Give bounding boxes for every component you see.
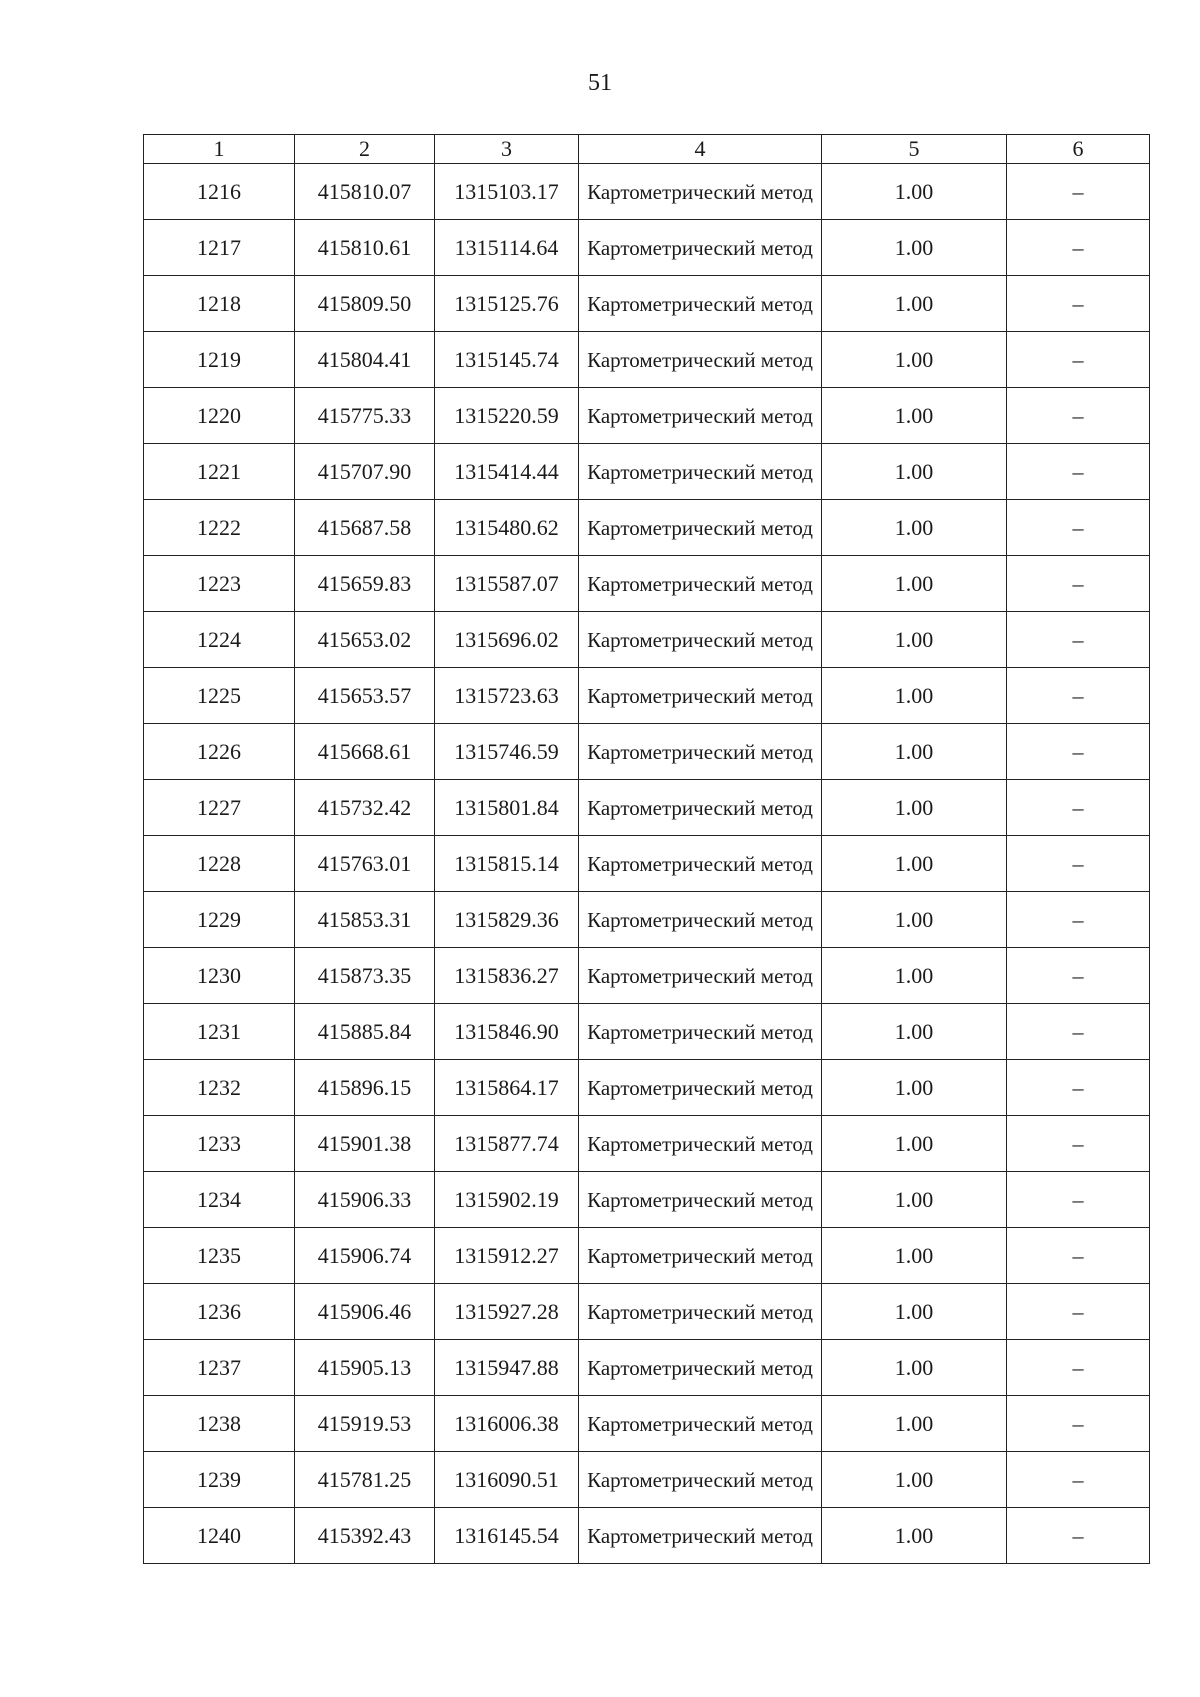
accuracy-cell: 1.00 bbox=[822, 444, 1007, 500]
x-coordinate-cell: 415885.84 bbox=[295, 1004, 435, 1060]
x-coordinate-cell: 415732.42 bbox=[295, 780, 435, 836]
point-number-cell: 1229 bbox=[144, 892, 295, 948]
table-row bbox=[144, 164, 1150, 220]
accuracy-cell: 1.00 bbox=[822, 836, 1007, 892]
x-coordinate-cell: 415775.33 bbox=[295, 388, 435, 444]
point-number-cell: 1232 bbox=[144, 1060, 295, 1116]
column-header-5: 5 bbox=[822, 135, 1007, 164]
y-coordinate-cell: 1315125.76 bbox=[435, 276, 579, 332]
table-row bbox=[144, 892, 1150, 948]
note-cell: – bbox=[1007, 724, 1150, 780]
x-coordinate-cell: 415687.58 bbox=[295, 500, 435, 556]
note-cell: – bbox=[1007, 1116, 1150, 1172]
accuracy-cell: 1.00 bbox=[822, 612, 1007, 668]
method-cell: Картометрический метод bbox=[579, 444, 822, 500]
point-number-cell: 1230 bbox=[144, 948, 295, 1004]
accuracy-cell: 1.00 bbox=[822, 388, 1007, 444]
accuracy-cell: 1.00 bbox=[822, 500, 1007, 556]
table-row bbox=[144, 220, 1150, 276]
x-coordinate-cell: 415668.61 bbox=[295, 724, 435, 780]
method-cell: Картометрический метод bbox=[579, 332, 822, 388]
accuracy-cell: 1.00 bbox=[822, 1452, 1007, 1508]
table-row bbox=[144, 724, 1150, 780]
table-row bbox=[144, 500, 1150, 556]
point-number-cell: 1231 bbox=[144, 1004, 295, 1060]
note-cell: – bbox=[1007, 388, 1150, 444]
page-number: 51 bbox=[588, 70, 612, 96]
point-number-cell: 1238 bbox=[144, 1396, 295, 1452]
y-coordinate-cell: 1315801.84 bbox=[435, 780, 579, 836]
y-coordinate-cell: 1315846.90 bbox=[435, 1004, 579, 1060]
y-coordinate-cell: 1315114.64 bbox=[435, 220, 579, 276]
x-coordinate-cell: 415707.90 bbox=[295, 444, 435, 500]
note-cell: – bbox=[1007, 332, 1150, 388]
table-row bbox=[144, 1452, 1150, 1508]
y-coordinate-cell: 1315696.02 bbox=[435, 612, 579, 668]
method-cell: Картометрический метод bbox=[579, 892, 822, 948]
note-cell: – bbox=[1007, 1060, 1150, 1116]
column-header-1: 1 bbox=[144, 135, 295, 164]
x-coordinate-cell: 415810.07 bbox=[295, 164, 435, 220]
x-coordinate-cell: 415873.35 bbox=[295, 948, 435, 1004]
point-number-cell: 1217 bbox=[144, 220, 295, 276]
column-header-6: 6 bbox=[1007, 135, 1150, 164]
note-cell: – bbox=[1007, 164, 1150, 220]
method-cell: Картометрический метод bbox=[579, 780, 822, 836]
table-row bbox=[144, 1060, 1150, 1116]
x-coordinate-cell: 415653.02 bbox=[295, 612, 435, 668]
method-cell: Картометрический метод bbox=[579, 500, 822, 556]
y-coordinate-cell: 1315947.88 bbox=[435, 1340, 579, 1396]
point-number-cell: 1216 bbox=[144, 164, 295, 220]
note-cell: – bbox=[1007, 668, 1150, 724]
method-cell: Картометрический метод bbox=[579, 1508, 822, 1564]
accuracy-cell: 1.00 bbox=[822, 724, 1007, 780]
y-coordinate-cell: 1315746.59 bbox=[435, 724, 579, 780]
method-cell: Картометрический метод bbox=[579, 836, 822, 892]
column-header-4: 4 bbox=[579, 135, 822, 164]
y-coordinate-cell: 1315912.27 bbox=[435, 1228, 579, 1284]
point-number-cell: 1221 bbox=[144, 444, 295, 500]
method-cell: Картометрический метод bbox=[579, 1228, 822, 1284]
x-coordinate-cell: 415659.83 bbox=[295, 556, 435, 612]
table-row bbox=[144, 1284, 1150, 1340]
point-number-cell: 1223 bbox=[144, 556, 295, 612]
note-cell: – bbox=[1007, 1340, 1150, 1396]
x-coordinate-cell: 415853.31 bbox=[295, 892, 435, 948]
point-number-cell: 1225 bbox=[144, 668, 295, 724]
table-row bbox=[144, 668, 1150, 724]
point-number-cell: 1219 bbox=[144, 332, 295, 388]
accuracy-cell: 1.00 bbox=[822, 164, 1007, 220]
y-coordinate-cell: 1316006.38 bbox=[435, 1396, 579, 1452]
method-cell: Картометрический метод bbox=[579, 220, 822, 276]
method-cell: Картометрический метод bbox=[579, 1004, 822, 1060]
method-cell: Картометрический метод bbox=[579, 668, 822, 724]
method-cell: Картометрический метод bbox=[579, 1116, 822, 1172]
table-row bbox=[144, 444, 1150, 500]
x-coordinate-cell: 415901.38 bbox=[295, 1116, 435, 1172]
table-row bbox=[144, 556, 1150, 612]
column-header-2: 2 bbox=[295, 135, 435, 164]
table-row bbox=[144, 388, 1150, 444]
table-row bbox=[144, 1172, 1150, 1228]
table-row bbox=[144, 836, 1150, 892]
note-cell: – bbox=[1007, 948, 1150, 1004]
accuracy-cell: 1.00 bbox=[822, 332, 1007, 388]
method-cell: Картометрический метод bbox=[579, 724, 822, 780]
note-cell: – bbox=[1007, 1004, 1150, 1060]
method-cell: Картометрический метод bbox=[579, 556, 822, 612]
y-coordinate-cell: 1315815.14 bbox=[435, 836, 579, 892]
method-cell: Картометрический метод bbox=[579, 1284, 822, 1340]
accuracy-cell: 1.00 bbox=[822, 1340, 1007, 1396]
table-row bbox=[144, 780, 1150, 836]
point-number-cell: 1239 bbox=[144, 1452, 295, 1508]
accuracy-cell: 1.00 bbox=[822, 892, 1007, 948]
point-number-cell: 1235 bbox=[144, 1228, 295, 1284]
note-cell: – bbox=[1007, 1508, 1150, 1564]
accuracy-cell: 1.00 bbox=[822, 668, 1007, 724]
point-number-cell: 1236 bbox=[144, 1284, 295, 1340]
note-cell: – bbox=[1007, 836, 1150, 892]
coordinates-table bbox=[143, 134, 1150, 1564]
x-coordinate-cell: 415763.01 bbox=[295, 836, 435, 892]
table-row bbox=[144, 1004, 1150, 1060]
note-cell: – bbox=[1007, 444, 1150, 500]
table-row bbox=[144, 1508, 1150, 1564]
y-coordinate-cell: 1316145.54 bbox=[435, 1508, 579, 1564]
x-coordinate-cell: 415810.61 bbox=[295, 220, 435, 276]
x-coordinate-cell: 415804.41 bbox=[295, 332, 435, 388]
y-coordinate-cell: 1316090.51 bbox=[435, 1452, 579, 1508]
y-coordinate-cell: 1315480.62 bbox=[435, 500, 579, 556]
accuracy-cell: 1.00 bbox=[822, 556, 1007, 612]
note-cell: – bbox=[1007, 612, 1150, 668]
point-number-cell: 1228 bbox=[144, 836, 295, 892]
point-number-cell: 1218 bbox=[144, 276, 295, 332]
accuracy-cell: 1.00 bbox=[822, 780, 1007, 836]
table-row bbox=[144, 332, 1150, 388]
method-cell: Картометрический метод bbox=[579, 388, 822, 444]
note-cell: – bbox=[1007, 500, 1150, 556]
table-header-row bbox=[144, 135, 1150, 164]
table-row bbox=[144, 1396, 1150, 1452]
x-coordinate-cell: 415905.13 bbox=[295, 1340, 435, 1396]
y-coordinate-cell: 1315927.28 bbox=[435, 1284, 579, 1340]
y-coordinate-cell: 1315145.74 bbox=[435, 332, 579, 388]
table-row bbox=[144, 276, 1150, 332]
note-cell: – bbox=[1007, 892, 1150, 948]
method-cell: Картометрический метод bbox=[579, 1452, 822, 1508]
x-coordinate-cell: 415392.43 bbox=[295, 1508, 435, 1564]
note-cell: – bbox=[1007, 1172, 1150, 1228]
point-number-cell: 1222 bbox=[144, 500, 295, 556]
y-coordinate-cell: 1315414.44 bbox=[435, 444, 579, 500]
y-coordinate-cell: 1315902.19 bbox=[435, 1172, 579, 1228]
note-cell: – bbox=[1007, 220, 1150, 276]
accuracy-cell: 1.00 bbox=[822, 1004, 1007, 1060]
note-cell: – bbox=[1007, 1396, 1150, 1452]
y-coordinate-cell: 1315864.17 bbox=[435, 1060, 579, 1116]
note-cell: – bbox=[1007, 1228, 1150, 1284]
point-number-cell: 1220 bbox=[144, 388, 295, 444]
point-number-cell: 1233 bbox=[144, 1116, 295, 1172]
table-row bbox=[144, 1116, 1150, 1172]
note-cell: – bbox=[1007, 276, 1150, 332]
x-coordinate-cell: 415781.25 bbox=[295, 1452, 435, 1508]
table-row bbox=[144, 1228, 1150, 1284]
note-cell: – bbox=[1007, 780, 1150, 836]
point-number-cell: 1224 bbox=[144, 612, 295, 668]
y-coordinate-cell: 1315587.07 bbox=[435, 556, 579, 612]
y-coordinate-cell: 1315877.74 bbox=[435, 1116, 579, 1172]
method-cell: Картометрический метод bbox=[579, 1172, 822, 1228]
x-coordinate-cell: 415919.53 bbox=[295, 1396, 435, 1452]
table-body bbox=[144, 164, 1150, 1564]
method-cell: Картометрический метод bbox=[579, 164, 822, 220]
point-number-cell: 1234 bbox=[144, 1172, 295, 1228]
method-cell: Картометрический метод bbox=[579, 612, 822, 668]
method-cell: Картометрический метод bbox=[579, 1340, 822, 1396]
table-row bbox=[144, 1340, 1150, 1396]
accuracy-cell: 1.00 bbox=[822, 1396, 1007, 1452]
x-coordinate-cell: 415906.74 bbox=[295, 1228, 435, 1284]
y-coordinate-cell: 1315829.36 bbox=[435, 892, 579, 948]
accuracy-cell: 1.00 bbox=[822, 1508, 1007, 1564]
method-cell: Картометрический метод bbox=[579, 1396, 822, 1452]
note-cell: – bbox=[1007, 1452, 1150, 1508]
y-coordinate-cell: 1315836.27 bbox=[435, 948, 579, 1004]
method-cell: Картометрический метод bbox=[579, 1060, 822, 1116]
x-coordinate-cell: 415906.46 bbox=[295, 1284, 435, 1340]
point-number-cell: 1227 bbox=[144, 780, 295, 836]
method-cell: Картометрический метод bbox=[579, 276, 822, 332]
accuracy-cell: 1.00 bbox=[822, 1172, 1007, 1228]
point-number-cell: 1226 bbox=[144, 724, 295, 780]
table-row bbox=[144, 948, 1150, 1004]
point-number-cell: 1240 bbox=[144, 1508, 295, 1564]
accuracy-cell: 1.00 bbox=[822, 1228, 1007, 1284]
table-row bbox=[144, 612, 1150, 668]
note-cell: – bbox=[1007, 1284, 1150, 1340]
accuracy-cell: 1.00 bbox=[822, 1060, 1007, 1116]
accuracy-cell: 1.00 bbox=[822, 276, 1007, 332]
x-coordinate-cell: 415809.50 bbox=[295, 276, 435, 332]
y-coordinate-cell: 1315723.63 bbox=[435, 668, 579, 724]
note-cell: – bbox=[1007, 556, 1150, 612]
column-header-3: 3 bbox=[435, 135, 579, 164]
accuracy-cell: 1.00 bbox=[822, 948, 1007, 1004]
accuracy-cell: 1.00 bbox=[822, 1116, 1007, 1172]
y-coordinate-cell: 1315103.17 bbox=[435, 164, 579, 220]
method-cell: Картометрический метод bbox=[579, 948, 822, 1004]
x-coordinate-cell: 415653.57 bbox=[295, 668, 435, 724]
point-number-cell: 1237 bbox=[144, 1340, 295, 1396]
x-coordinate-cell: 415906.33 bbox=[295, 1172, 435, 1228]
accuracy-cell: 1.00 bbox=[822, 220, 1007, 276]
y-coordinate-cell: 1315220.59 bbox=[435, 388, 579, 444]
accuracy-cell: 1.00 bbox=[822, 1284, 1007, 1340]
x-coordinate-cell: 415896.15 bbox=[295, 1060, 435, 1116]
